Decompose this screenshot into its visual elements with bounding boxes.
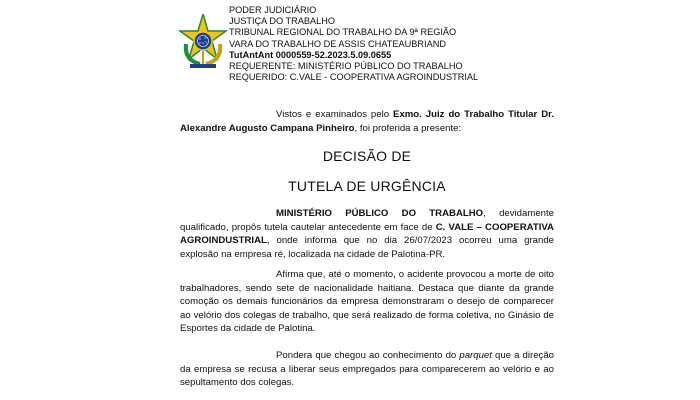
header-line: TRIBUNAL REGIONAL DO TRABALHO DA 9ª REGIÃO: [229, 27, 457, 38]
parquet-term: parquet: [459, 350, 492, 361]
header-line: VARA DO TRABALHO DE ASSIS CHATEAUBRIAND: [229, 38, 446, 49]
coat-of-arms-icon: [178, 14, 228, 70]
title-line-2: TUTELA DE URGÊNCIA: [288, 178, 446, 194]
paragraph-1: [180, 207, 554, 261]
intro-pre: Vistos e examinados pelo: [276, 109, 394, 120]
p1-post: , onde informa que no dia 26/07/2023 ocorreu uma grande explosão na empresa ré, localizada na cidade de Palotina-PR.: [180, 235, 554, 260]
case-number: TutAntAnt 0000559-52.2023.5.09.0655: [229, 49, 392, 60]
judge-name: Exmo. Juiz do Trabalho Titular Dr. Alexandre Augusto Campana Pinheiro: [180, 109, 554, 134]
requerente-line: REQUERENTE: MINISTÉRIO PÚBLICO DO TRABALHO: [229, 61, 463, 72]
document-header: [229, 5, 478, 83]
p1-mid: , devidamente qualificado, propôs tutela cautelar antecedente em face de: [180, 208, 554, 233]
paragraph-3: [180, 349, 554, 390]
requerido-line: REQUERIDO: C.VALE - COOPERATIVA AGROINDUSTRIAL: [229, 72, 479, 83]
p3-pre: Pondera que chegou ao conhecimento do: [276, 350, 460, 361]
intro-paragraph: [180, 108, 554, 135]
defendant-name: C. VALE – COOPERATIVA AGROINDUSTRIAL: [180, 221, 554, 247]
p3-post: que a direção da empresa se recusa a liberar seus empregados para comparecerem ao velório e ao sepultamento dos colegas.: [180, 350, 554, 389]
title-line-1: DECISÃO DE: [322, 148, 412, 164]
paragraph-2: Afirma que, até o momento, o acidente provocou a morte de oito trabalhadores, sendo sete de nacionalidade haitiana. Destaca que diante da grande comoção os demais funcionários da empresa demonstraram o desejo de comparecer ao velório dos colegas de trabalho, que será realizado de forma coletiva, no Ginásio de Esportes da cidade de Palotina.: [180, 269, 554, 335]
header-line: JUSTIÇA DO TRABALHO: [229, 16, 336, 27]
intro-post: , foi proferida a presente:: [354, 122, 462, 134]
header-line: PODER JUDICIÁRIO: [229, 5, 317, 15]
party-name: MINISTÉRIO PÚBLICO DO TRABALHO: [276, 208, 484, 219]
